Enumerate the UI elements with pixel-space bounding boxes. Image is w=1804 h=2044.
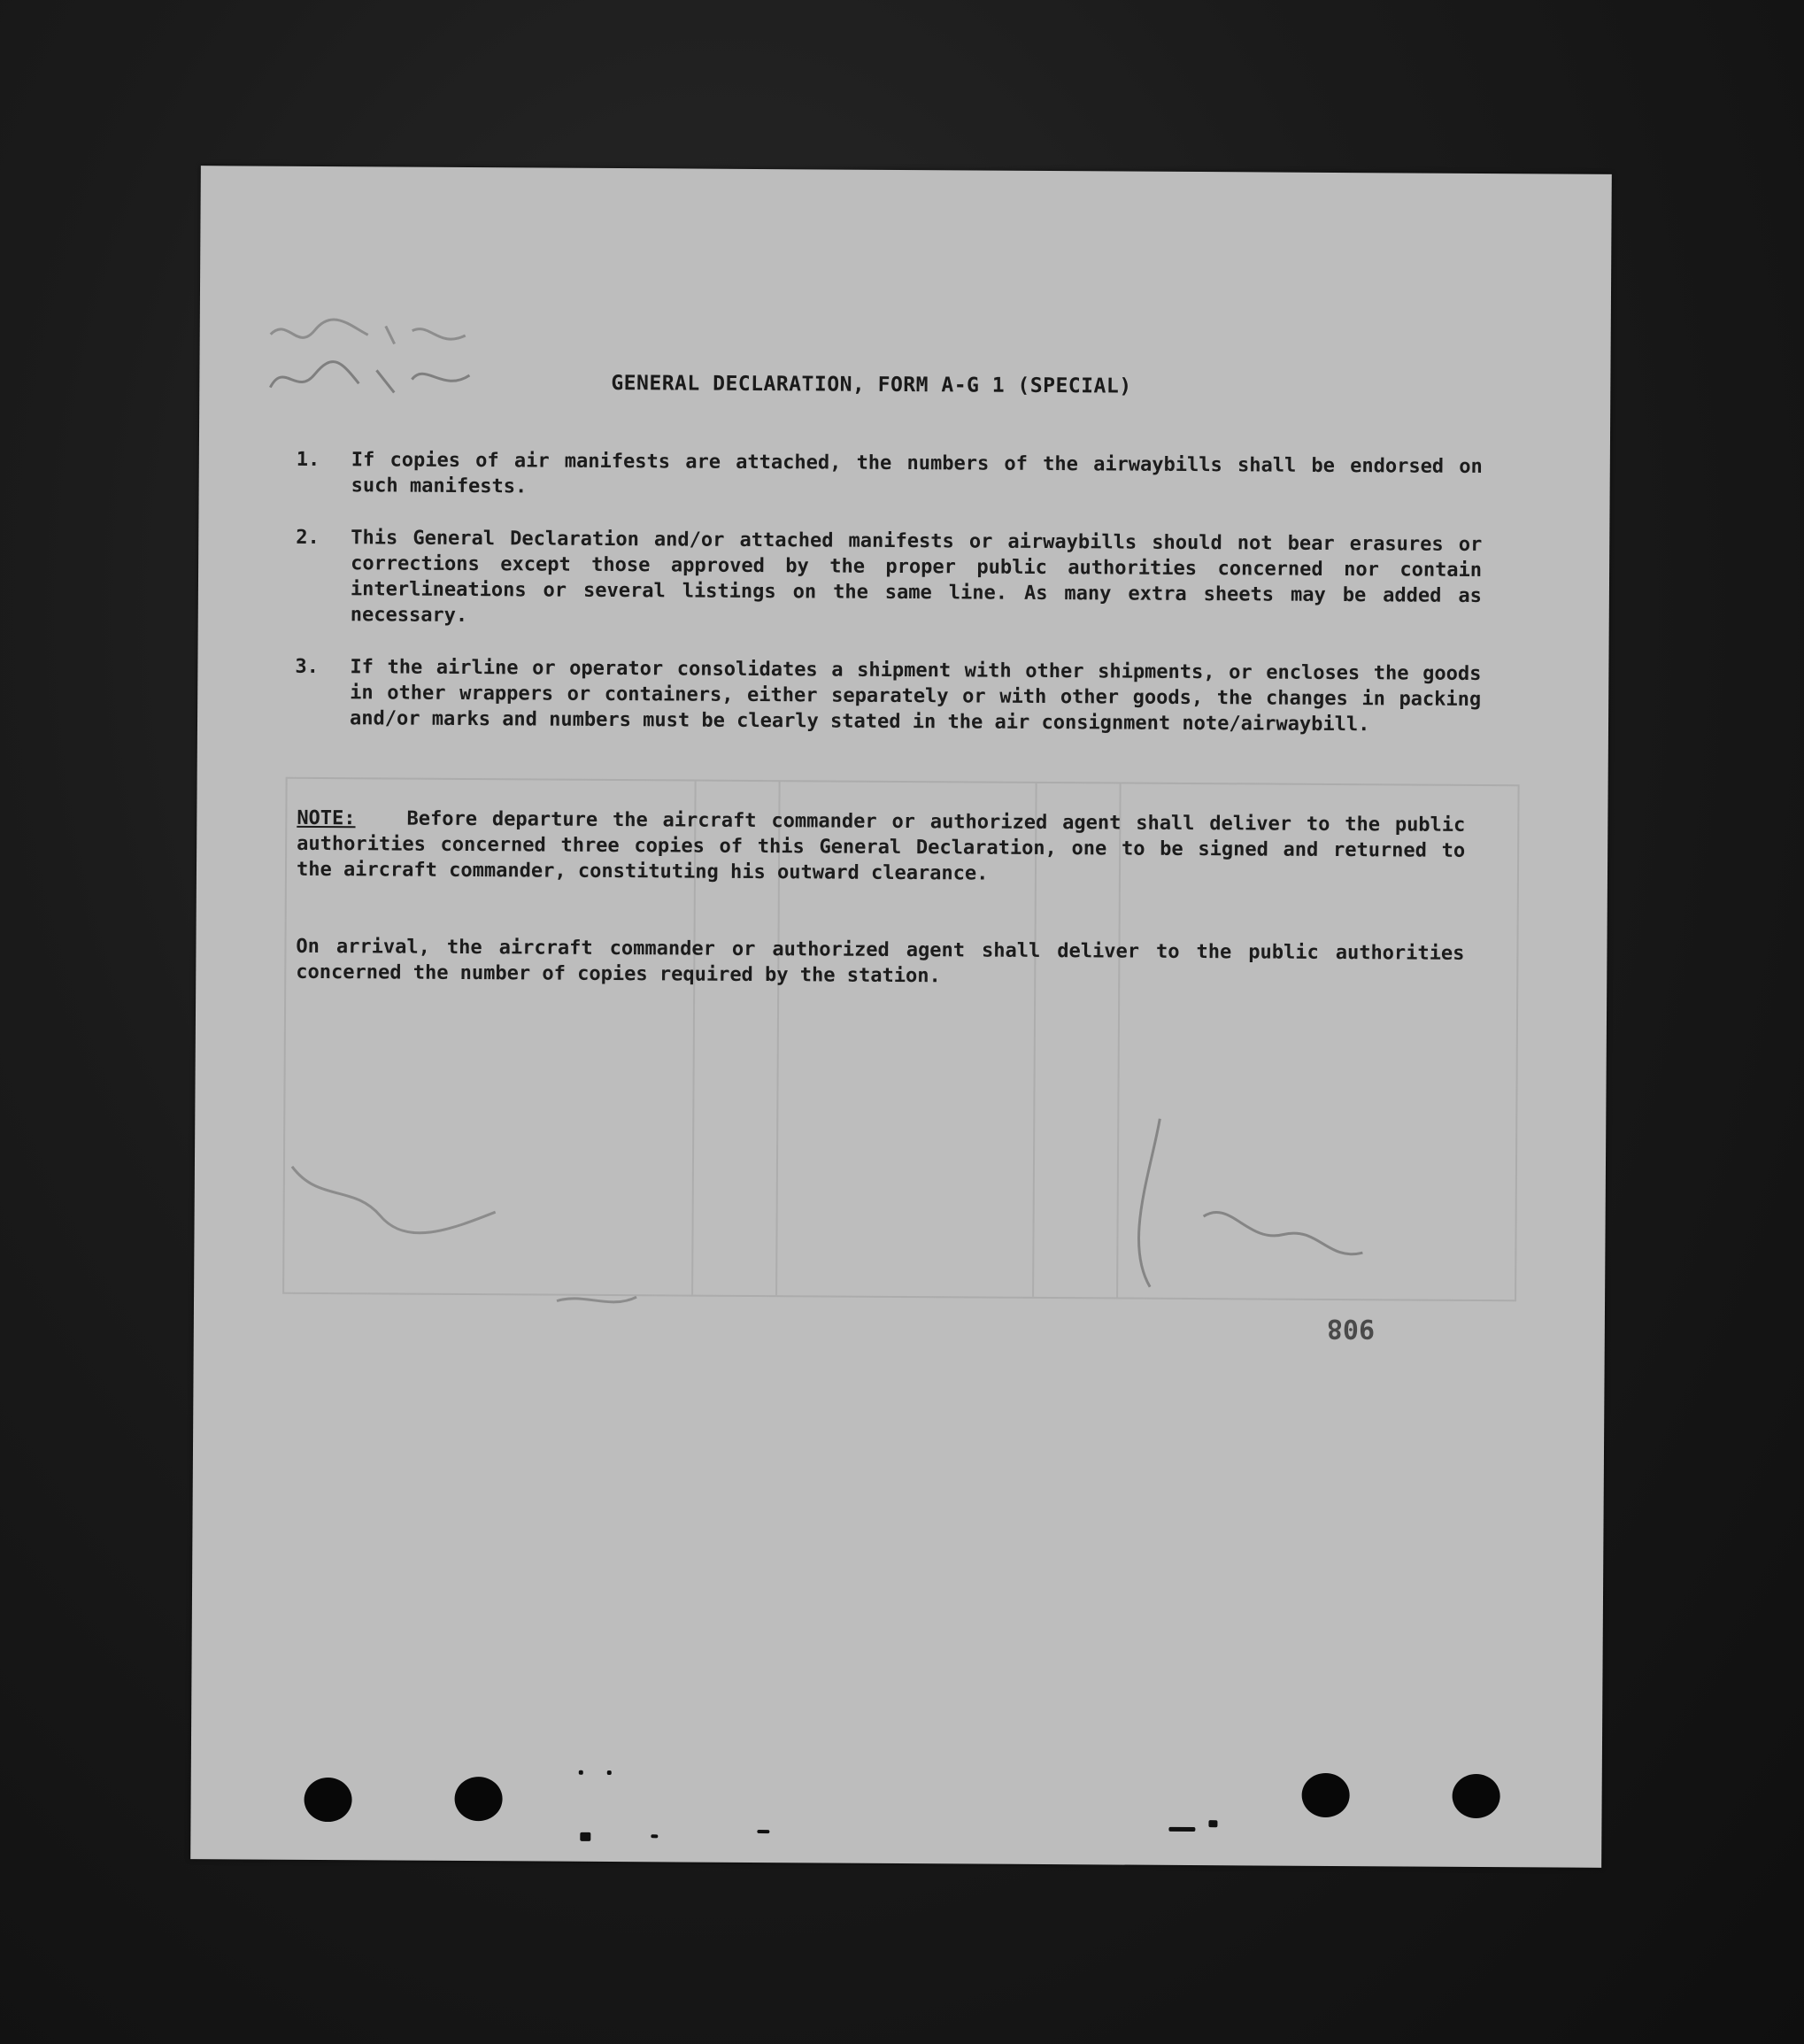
speck <box>580 1832 590 1841</box>
speck <box>1208 1820 1217 1827</box>
document-sheet <box>190 166 1612 1868</box>
speck <box>757 1830 769 1833</box>
note-label: NOTE: <box>297 806 356 830</box>
punch-hole <box>304 1778 351 1822</box>
item-text: This General Declaration and/or attached manifests or airwaybills should not bear erasures or corrections except those approved by the proper public authorities concerned nor contain interlineations or several listings on the same line. As many extra sheets may be added as necessary. <box>350 527 1483 627</box>
punch-hole <box>1301 1773 1349 1817</box>
instruction-item-1 <box>297 447 1483 505</box>
speck <box>651 1834 658 1838</box>
punch-hole <box>1452 1774 1499 1818</box>
document-title: GENERAL DECLARATION, FORM A-G 1 (SPECIAL) <box>611 371 1132 398</box>
pencil-marks-graphic <box>261 308 492 416</box>
item-text: If copies of air manifests are attached, the numbers of the airwaybills shall be endorsed on such manifests. <box>351 449 1483 498</box>
item-number: 3. <box>295 655 319 678</box>
note-paragraph <box>297 806 1466 890</box>
arrival-paragraph: On arrival, the aircraft commander or authorized agent shall deliver to the public authorities concerned the number of copies required by the station. <box>296 935 1465 988</box>
speck <box>1168 1827 1195 1832</box>
item-text: If the airline or operator consolidates a shipment with other shipments, or encloses the goods in other wrappers or containers, either separately or with other goods, the changes in packing and/or marks and numbers must be clearly stated in the air consignment note/airwaybill. <box>349 656 1482 737</box>
punch-hole <box>454 1777 502 1821</box>
stamp-number: 908 <box>1326 1312 1376 1345</box>
instruction-item-3 <box>295 654 1482 738</box>
item-number: 1. <box>296 448 320 471</box>
handwriting-marks-graphic <box>273 1061 1469 1386</box>
item-number: 2. <box>296 526 320 549</box>
instruction-item-2 <box>296 525 1483 635</box>
speck <box>579 1770 583 1775</box>
speck <box>607 1770 612 1775</box>
note-text: Before departure the aircraft commander or authorized agent shall deliver to the public authorities concerned three copies of this General Declaration, one to be signed and returned to the aircraft commander, constituting his outward clearance. <box>296 807 1466 885</box>
